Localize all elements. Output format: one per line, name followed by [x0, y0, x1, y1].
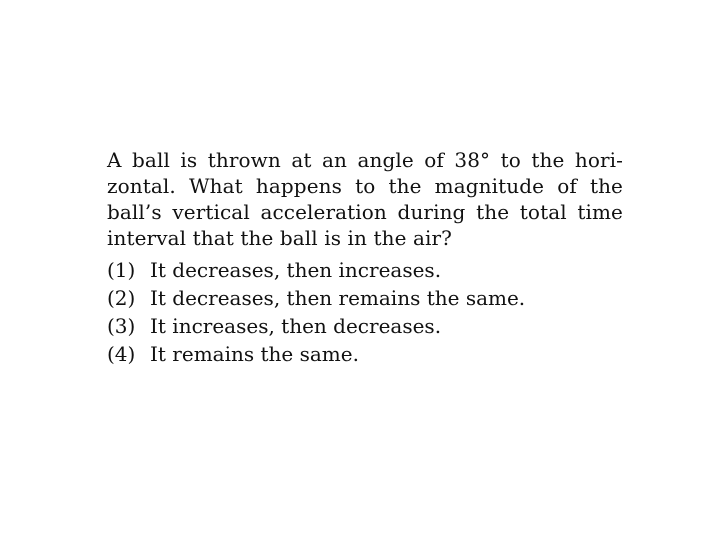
- choice-text: It decreases, then remains the same.: [150, 286, 526, 310]
- answer-choice-3: [107, 312, 623, 340]
- question-line: zontal. What happens to the magnitude of the: [107, 174, 623, 198]
- question-line: interval that the ball is in the air?: [107, 226, 452, 250]
- answer-choice-1: [107, 256, 623, 284]
- choice-number: (4): [107, 342, 136, 366]
- choice-text: It increases, then decreases.: [150, 314, 442, 338]
- choice-number: (1): [107, 258, 136, 282]
- choice-number: (2): [107, 286, 136, 310]
- question-block: [107, 147, 623, 368]
- question-line: A ball is thrown at an angle of 38° to the hori-: [107, 148, 623, 172]
- question-line: ball’s vertical acceleration during the total time: [107, 200, 623, 224]
- answer-choice-2: [107, 284, 623, 312]
- answer-choices: [107, 256, 623, 368]
- choice-text: It remains the same.: [150, 342, 359, 366]
- choice-text: It decreases, then increases.: [150, 258, 442, 282]
- choice-number: (3): [107, 314, 136, 338]
- question-stem: [107, 147, 623, 251]
- answer-choice-4: [107, 340, 623, 368]
